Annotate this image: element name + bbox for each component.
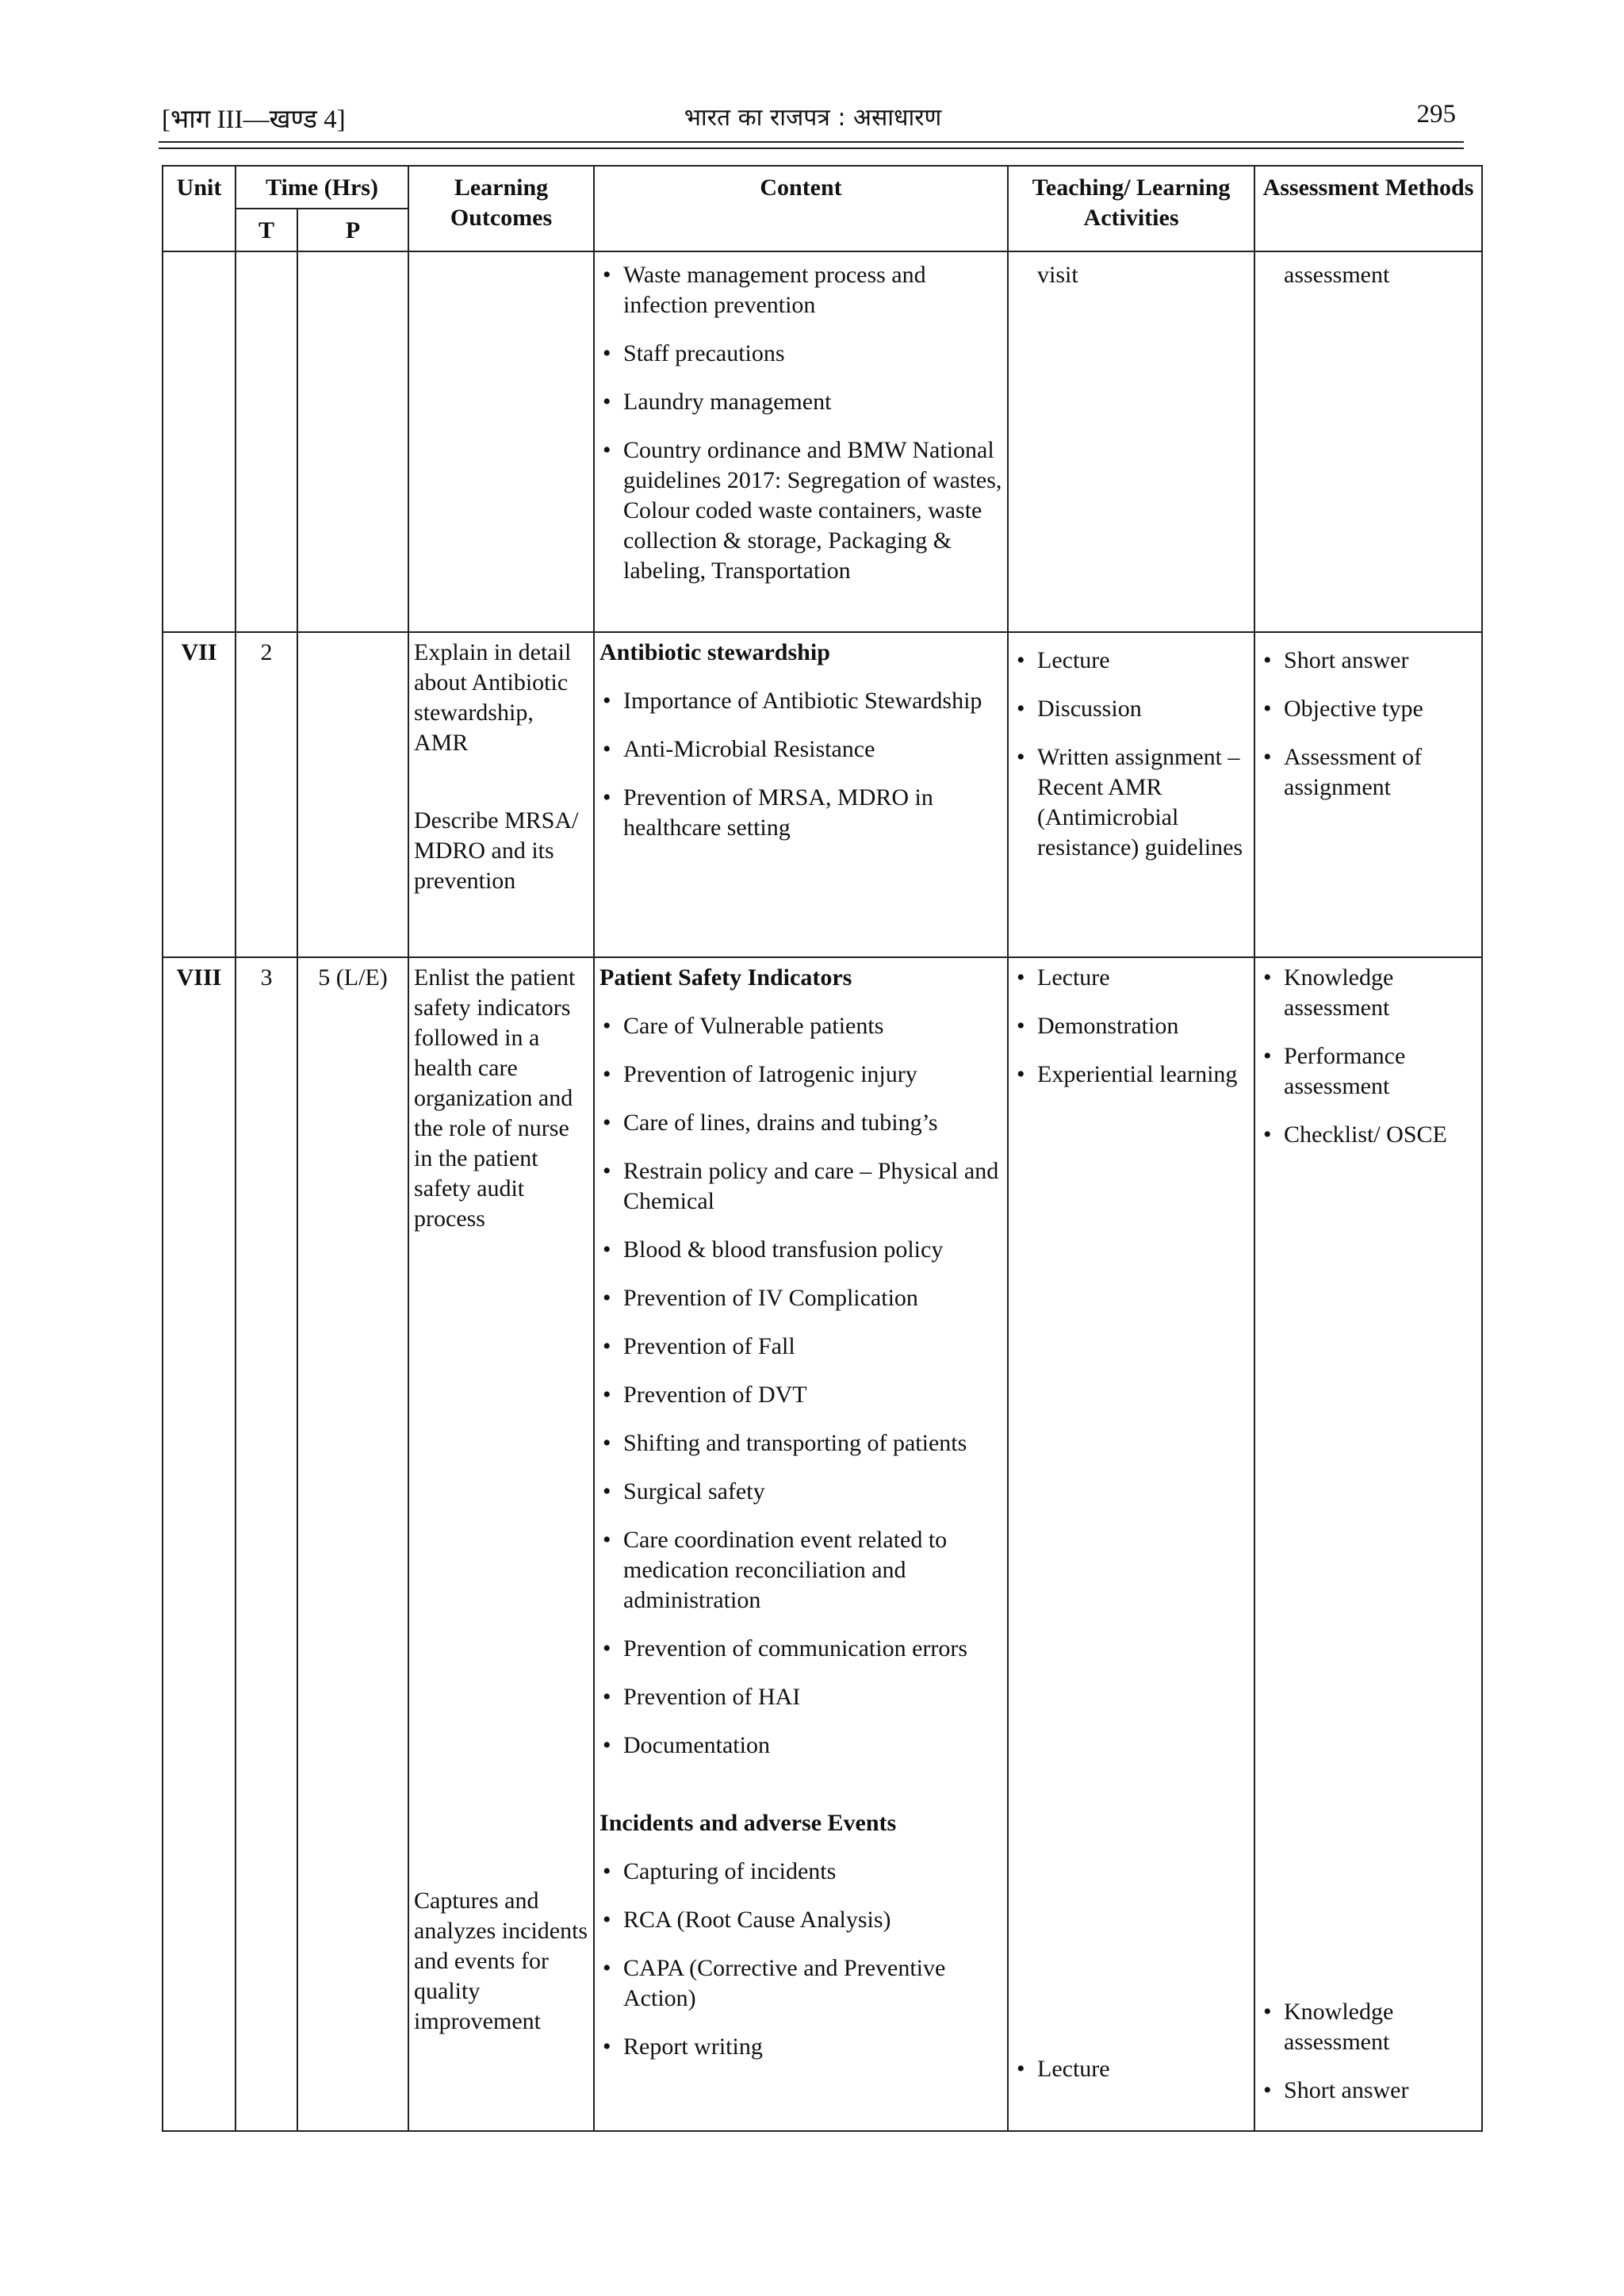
cell-activities xyxy=(1008,957,1254,2131)
table-row-unit-vii xyxy=(163,632,1482,957)
content-heading: Incidents and adverse Events xyxy=(599,1810,897,1836)
spacer xyxy=(414,758,588,806)
list-item: • Care of Vulnerable patients xyxy=(599,1011,1002,1041)
col-unit: Unit xyxy=(163,166,236,251)
outcome-text: Enlist the patient safety indicators followed in a health care organization and the role of nurse in the patient safety audit process xyxy=(414,964,576,1232)
list-item: • Care of lines, drains and tubing’s xyxy=(599,1108,1002,1138)
list-item: • Prevention of HAI xyxy=(599,1682,1002,1712)
cell-p: 5 (L/E) xyxy=(297,957,408,2131)
syllabus-table xyxy=(162,165,1483,2132)
list-item: • Demonstration xyxy=(1013,1011,1249,1041)
list-item: • Waste management process and infection prevention xyxy=(599,260,1002,320)
cell-outcomes xyxy=(408,957,594,2131)
list-item: • Written assignment –Recent AMR (Antimicrobial resistance) guidelines xyxy=(1013,742,1249,863)
table-row-continued xyxy=(163,251,1482,632)
cell-activities xyxy=(1008,632,1254,957)
list-item: • Blood & blood transfusion policy xyxy=(599,1235,1002,1265)
list-item: • Prevention of DVT xyxy=(599,1380,1002,1410)
cell-p xyxy=(297,632,408,957)
col-content: Content xyxy=(594,166,1008,251)
list-item: • Prevention of communication errors xyxy=(599,1634,1002,1664)
outcome-text: Describe MRSA/ MDRO and its prevention xyxy=(414,807,579,894)
cell-outcomes xyxy=(408,632,594,957)
table-row-unit-viii xyxy=(163,957,1482,2131)
assessment-text: assessment xyxy=(1284,262,1390,288)
list-item: • Checklist/ OSCE xyxy=(1260,1120,1477,1150)
list-item: • Performance assessment xyxy=(1260,1041,1477,1102)
list-item: • Report writing xyxy=(599,2032,1002,2062)
outcome-text: Explain in detail about Antibiotic stewardship, AMR xyxy=(414,639,572,756)
header-rule xyxy=(159,141,1464,143)
list-item: • Knowledge assessment xyxy=(1260,963,1477,1023)
cell-content xyxy=(594,957,1008,2131)
list-item: • Discussion xyxy=(1013,694,1249,724)
col-learning-outcomes: Learning Outcomes xyxy=(408,166,594,251)
list-item: • Assessment of assignment xyxy=(1260,742,1477,803)
list-item: • Short answer xyxy=(1260,646,1477,676)
header-gazette-title: भारत का राजपत्र : असाधारण xyxy=(684,104,942,132)
list-item: • Anti-Microbial Resistance xyxy=(599,734,1002,765)
col-assessment: Assessment Methods xyxy=(1254,166,1482,251)
content-heading: Patient Safety Indicators xyxy=(599,964,852,991)
col-time: Time (Hrs) xyxy=(236,166,408,209)
list-item: • Laundry management xyxy=(599,387,1002,417)
cell-unit xyxy=(163,251,236,632)
list-item: • Prevention of Fall xyxy=(599,1332,1002,1362)
header-rule-double xyxy=(159,148,1464,149)
list-item: • Lecture xyxy=(1013,963,1249,993)
cell-t: 3 xyxy=(236,957,297,2131)
spacer xyxy=(599,1761,1002,1808)
header-row xyxy=(163,166,1482,209)
list-item: • Prevention of IV Complication xyxy=(599,1283,1002,1313)
list-item: • CAPA (Corrective and Preventive Action) xyxy=(599,1953,1002,2014)
cell-t: 2 xyxy=(236,632,297,957)
list-item: • Knowledge assessment xyxy=(1260,1997,1477,2057)
list-item: • Short answer xyxy=(1260,2076,1477,2106)
list-item: • Capturing of incidents xyxy=(599,1857,1002,1887)
list-item: • Importance of Antibiotic Stewardship xyxy=(599,686,1002,716)
list-item: • Experiential learning xyxy=(1013,1060,1249,1090)
content-heading: Antibiotic stewardship xyxy=(599,639,830,665)
list-item: • Documentation xyxy=(599,1731,1002,1761)
list-item: • Objective type xyxy=(1260,694,1477,724)
cell-unit: VIII xyxy=(163,957,236,2131)
cell-assessment xyxy=(1254,632,1482,957)
cell-content xyxy=(594,251,1008,632)
list-item: • Restrain policy and care – Physical and Chemical xyxy=(599,1156,1002,1217)
cell-content xyxy=(594,632,1008,957)
cell-t xyxy=(236,251,297,632)
page-number: 295 xyxy=(1416,100,1456,128)
list-item: • Prevention of Iatrogenic injury xyxy=(599,1060,1002,1090)
list-item: • Prevention of MRSA, MDRO in healthcare setting xyxy=(599,783,1002,843)
list-item: • Country ordinance and BMW National guidelines 2017: Segregation of wastes, Colour coded waste containers, waste collection & storage, Packaging & labeling, Transportation xyxy=(599,435,1002,586)
header-part-section: [भाग III—खण्ड 4] xyxy=(162,105,346,134)
list-item: • Lecture xyxy=(1013,2054,1249,2084)
list-item: • RCA (Root Cause Analysis) xyxy=(599,1905,1002,1935)
cell-outcomes xyxy=(408,251,594,632)
cell-unit: VII xyxy=(163,632,236,957)
list-item: • Shifting and transporting of patients xyxy=(599,1428,1002,1458)
list-item: • Care coordination event related to medication reconciliation and administration xyxy=(599,1525,1002,1616)
cell-activities xyxy=(1008,251,1254,632)
col-time-p: P xyxy=(297,209,408,251)
outcome-text: Captures and analyzes incidents and events for quality improvement xyxy=(414,1888,588,2034)
cell-assessment xyxy=(1254,251,1482,632)
activity-text: visit xyxy=(1037,262,1078,288)
page-header xyxy=(162,100,1464,140)
col-activities: Teaching/ Learning Activities xyxy=(1008,166,1254,251)
list-item: • Lecture xyxy=(1013,646,1249,676)
cell-assessment xyxy=(1254,957,1482,2131)
list-item: • Surgical safety xyxy=(599,1477,1002,1507)
col-time-t: T xyxy=(236,209,297,251)
list-item: • Staff precautions xyxy=(599,339,1002,369)
cell-p xyxy=(297,251,408,632)
